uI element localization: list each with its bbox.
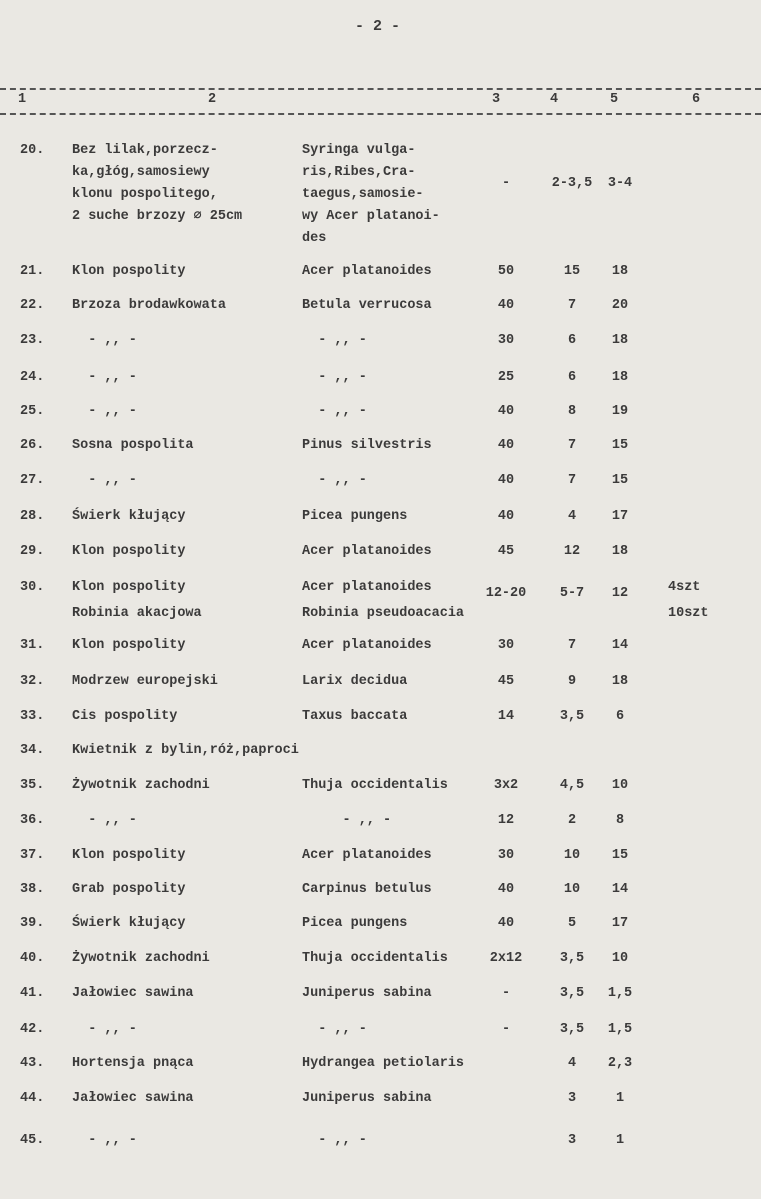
cell-latin: Larix decidua bbox=[302, 674, 408, 689]
cell-latin: Acer platanoides bbox=[302, 848, 432, 863]
cell-c4: 3 bbox=[567, 1133, 577, 1148]
cell-name: - ,, - bbox=[72, 1022, 137, 1037]
cell-c3: 2x12 bbox=[489, 951, 523, 966]
cell-no: 27. bbox=[20, 473, 45, 488]
cell-latin: Syringa vulga- ris,Ribes,Cra- taegus,samosie- wy Acer platanoi- des bbox=[302, 143, 440, 246]
cell-name: Klon pospolity bbox=[72, 264, 186, 279]
cell-name: Grab pospolity bbox=[72, 882, 186, 897]
cell-c4: 5-7 bbox=[559, 586, 585, 601]
cell-name: Modrzew europejski bbox=[72, 674, 218, 689]
cell-name: Brzoza brodawkowata bbox=[72, 298, 226, 313]
cell-c5: 2,3 bbox=[607, 1056, 633, 1071]
cell-no: 21. bbox=[20, 264, 45, 279]
cell-c5: 12 bbox=[611, 586, 629, 601]
cell-latin: Carpinus betulus bbox=[302, 882, 432, 897]
cell-c4: 15 bbox=[563, 264, 581, 279]
cell-c5: 19 bbox=[611, 404, 629, 419]
cell-c5: 10 bbox=[611, 951, 629, 966]
cell-name: Cis pospolity bbox=[72, 709, 178, 724]
cell-c5: 18 bbox=[611, 333, 629, 348]
cell-c4: 4,5 bbox=[559, 778, 585, 793]
cell-c5: 1 bbox=[615, 1091, 625, 1106]
cell-c5: 14 bbox=[611, 638, 629, 653]
cell-latin: Juniperus sabina bbox=[302, 1091, 432, 1106]
cell-c5: 6 bbox=[615, 709, 625, 724]
cell-c3: 40 bbox=[497, 882, 515, 897]
cell-c3: - bbox=[501, 986, 511, 1001]
cell-latin: Acer platanoides bbox=[302, 638, 432, 653]
cell-c4: 4 bbox=[567, 1056, 577, 1071]
cell-name: Świerk kłujący bbox=[72, 916, 186, 931]
cell-c5: 15 bbox=[611, 473, 629, 488]
header-col-2: 2 bbox=[208, 92, 217, 107]
cell-c4: 2 bbox=[567, 813, 577, 828]
cell-no: 23. bbox=[20, 333, 45, 348]
cell-latin: Thuja occidentalis bbox=[302, 778, 448, 793]
cell-latin: Thuja occidentalis bbox=[302, 951, 448, 966]
cell-no: 39. bbox=[20, 916, 45, 931]
cell-c5: 18 bbox=[611, 544, 629, 559]
cell-c3: 45 bbox=[497, 544, 515, 559]
cell-c5: 15 bbox=[611, 848, 629, 863]
cell-no: 41. bbox=[20, 986, 45, 1001]
cell-c3: 30 bbox=[497, 638, 515, 653]
cell-latin: Pinus silvestris bbox=[302, 438, 432, 453]
cell-c3: 40 bbox=[497, 438, 515, 453]
cell-no: 26. bbox=[20, 438, 45, 453]
cell-no: 42. bbox=[20, 1022, 45, 1037]
cell-c3: 40 bbox=[497, 473, 515, 488]
cell-c5: 10 bbox=[611, 778, 629, 793]
header-col-1: 1 bbox=[18, 92, 27, 107]
cell-c3: 12-20 bbox=[485, 586, 527, 601]
cell-c4: 7 bbox=[567, 473, 577, 488]
cell-name: - ,, - bbox=[72, 813, 137, 828]
cell-latin: Acer platanoides bbox=[302, 544, 432, 559]
cell-c5: 20 bbox=[611, 298, 629, 313]
cell-c3: 3x2 bbox=[493, 778, 519, 793]
cell-no: 45. bbox=[20, 1133, 45, 1148]
cell-c5: 17 bbox=[611, 509, 629, 524]
cell-c5: 18 bbox=[611, 674, 629, 689]
cell-c3: 40 bbox=[497, 509, 515, 524]
cell-c3: 45 bbox=[497, 674, 515, 689]
cell-no: 24. bbox=[20, 370, 45, 385]
cell-name: Klon pospolity bbox=[72, 848, 186, 863]
cell-name: Żywotnik zachodni bbox=[72, 951, 210, 966]
cell-c5: 1,5 bbox=[607, 1022, 633, 1037]
cell-name: - ,, - bbox=[72, 1133, 137, 1148]
cell-c5: 14 bbox=[611, 882, 629, 897]
cell-name: Żywotnik zachodni bbox=[72, 778, 210, 793]
cell-name: Kwietnik z bylin,róż,paproci bbox=[72, 743, 299, 758]
cell-c3: 40 bbox=[497, 404, 515, 419]
header-col-5: 5 bbox=[610, 92, 619, 107]
cell-c3: 30 bbox=[497, 333, 515, 348]
cell-no: 20. bbox=[20, 143, 45, 158]
cell-c4: 8 bbox=[567, 404, 577, 419]
header-col-4: 4 bbox=[550, 92, 559, 107]
cell-c5: 18 bbox=[611, 264, 629, 279]
cell-c3: 40 bbox=[497, 916, 515, 931]
cell-name: - ,, - bbox=[72, 370, 137, 385]
cell-c4: 3 bbox=[567, 1091, 577, 1106]
cell-latin: - ,, - bbox=[302, 333, 367, 348]
cell-c5: 17 bbox=[611, 916, 629, 931]
cell-c4: 2-3,5 bbox=[551, 176, 593, 191]
cell-c3: 25 bbox=[497, 370, 515, 385]
cell-name: Klon pospolity bbox=[72, 638, 186, 653]
cell-no: 40. bbox=[20, 951, 45, 966]
cell-no: 35. bbox=[20, 778, 45, 793]
cell-name: - ,, - bbox=[72, 473, 137, 488]
cell-c3: 12 bbox=[497, 813, 515, 828]
cell-c5: 15 bbox=[611, 438, 629, 453]
cell-c4: 3,5 bbox=[559, 986, 585, 1001]
cell-no: 37. bbox=[20, 848, 45, 863]
cell-c4: 12 bbox=[563, 544, 581, 559]
cell-c4: 4 bbox=[567, 509, 577, 524]
cell-no: 43. bbox=[20, 1056, 45, 1071]
cell-c4: 3,5 bbox=[559, 1022, 585, 1037]
cell-c3: - bbox=[501, 176, 511, 191]
cell-c4: 10 bbox=[563, 848, 581, 863]
cell-c3: 14 bbox=[497, 709, 515, 724]
cell-c4: 3,5 bbox=[559, 951, 585, 966]
cell-c4: 7 bbox=[567, 438, 577, 453]
cell-latin: Acer platanoides bbox=[302, 264, 432, 279]
cell-c4: 9 bbox=[567, 674, 577, 689]
cell-latin: - ,, - bbox=[302, 1133, 367, 1148]
cell-c3: 30 bbox=[497, 848, 515, 863]
cell-name: Sosna pospolita bbox=[72, 438, 194, 453]
cell-name: Klon pospolity Robinia akacjowa bbox=[72, 580, 202, 621]
cell-latin: Betula verrucosa bbox=[302, 298, 432, 313]
cell-name: - ,, - bbox=[72, 404, 137, 419]
cell-latin: - ,, - bbox=[302, 813, 392, 828]
cell-c4: 7 bbox=[567, 638, 577, 653]
cell-no: 28. bbox=[20, 509, 45, 524]
cell-latin: Juniperus sabina bbox=[302, 986, 432, 1001]
cell-no: 34. bbox=[20, 743, 45, 758]
cell-no: 25. bbox=[20, 404, 45, 419]
page-number: - 2 - bbox=[355, 18, 401, 35]
cell-c5: 1,5 bbox=[607, 986, 633, 1001]
cell-c3: 40 bbox=[497, 298, 515, 313]
cell-c6: 4szt 10szt bbox=[668, 580, 709, 621]
header-col-3: 3 bbox=[492, 92, 501, 107]
cell-latin: Picea pungens bbox=[302, 916, 408, 931]
cell-c4: 6 bbox=[567, 370, 577, 385]
cell-c4: 5 bbox=[567, 916, 577, 931]
cell-c5: 18 bbox=[611, 370, 629, 385]
cell-c3: 50 bbox=[497, 264, 515, 279]
cell-c5: 1 bbox=[615, 1133, 625, 1148]
cell-c3: - bbox=[501, 1022, 511, 1037]
cell-latin: Taxus baccata bbox=[302, 709, 408, 724]
cell-no: 33. bbox=[20, 709, 45, 724]
cell-c4: 6 bbox=[567, 333, 577, 348]
cell-c4: 3,5 bbox=[559, 709, 585, 724]
cell-name: Jałowiec sawina bbox=[72, 1091, 194, 1106]
cell-c4: 7 bbox=[567, 298, 577, 313]
cell-latin: - ,, - bbox=[302, 1022, 367, 1037]
cell-no: 30. bbox=[20, 580, 45, 595]
cell-no: 36. bbox=[20, 813, 45, 828]
cell-c5: 8 bbox=[615, 813, 625, 828]
cell-latin: Acer platanoides Robinia pseudoacacia bbox=[302, 580, 465, 621]
cell-no: 44. bbox=[20, 1091, 45, 1106]
cell-name: Bez lilak,porzecz- ka,głóg,samosiewy klonu pospolitego, 2 suche brzozy ∅ 25cm bbox=[72, 143, 243, 224]
cell-name: Świerk kłujący bbox=[72, 509, 186, 524]
cell-latin: - ,, - bbox=[302, 473, 367, 488]
cell-latin: Picea pungens bbox=[302, 509, 408, 524]
table-top-rule bbox=[0, 88, 761, 90]
cell-name: - ,, - bbox=[72, 333, 137, 348]
cell-name: Jałowiec sawina bbox=[72, 986, 194, 1001]
table-header-rule bbox=[0, 113, 761, 115]
cell-no: 38. bbox=[20, 882, 45, 897]
cell-c5: 3-4 bbox=[607, 176, 633, 191]
cell-name: Hortensja pnąca bbox=[72, 1056, 194, 1071]
cell-c4: 10 bbox=[563, 882, 581, 897]
cell-name: Klon pospolity bbox=[72, 544, 186, 559]
cell-no: 29. bbox=[20, 544, 45, 559]
cell-no: 31. bbox=[20, 638, 45, 653]
cell-no: 32. bbox=[20, 674, 45, 689]
cell-latin: Hydrangea petiolaris bbox=[302, 1056, 465, 1071]
cell-latin: - ,, - bbox=[302, 404, 367, 419]
cell-no: 22. bbox=[20, 298, 45, 313]
cell-latin: - ,, - bbox=[302, 370, 367, 385]
header-col-6: 6 bbox=[692, 92, 701, 107]
